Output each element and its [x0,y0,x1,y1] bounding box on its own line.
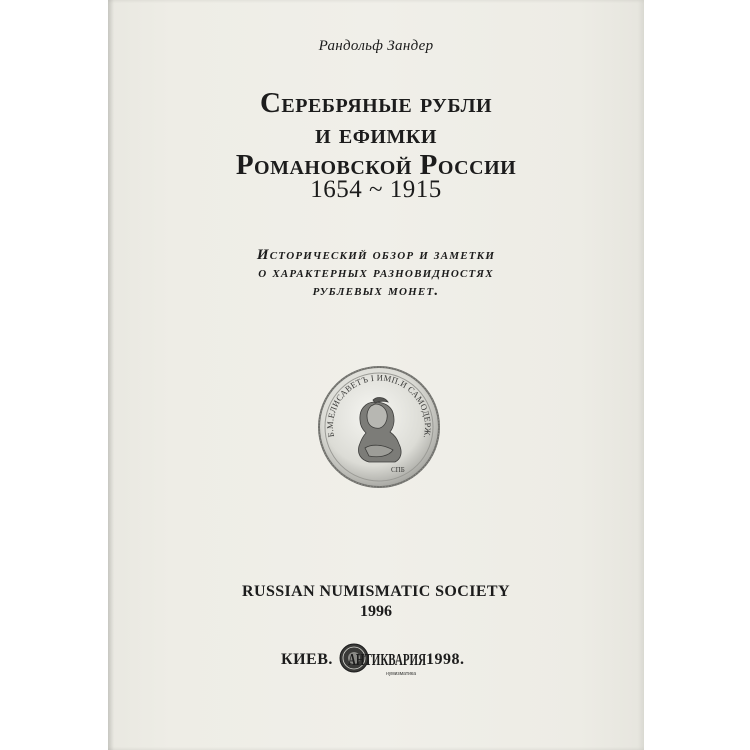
year-range: 1654 ~ 1915 [310,176,442,203]
book-title [108,88,644,181]
title-line-3: Романовской России [235,149,517,181]
logo-subtext: нумизматика [386,671,416,677]
subtitle-line-3: рублевых монет. [312,283,440,299]
subtitle-line-2: о характерных разновидностях [258,265,494,281]
title-line-2: и ефимки [315,118,437,150]
logo-text: АНТИКВАРИЯ [348,650,426,669]
publisher-logo [338,638,428,680]
coin-legend-path: Б.М.ЕЛИСАВЕТЪ I ИМП.И САМОДЕРЖ. [324,372,434,440]
society-year: 1996 [360,603,392,620]
coin-illustration [313,362,445,492]
imprint-year: 1998. [426,651,465,668]
author-name: Рандольф Зандер [318,38,434,54]
publisher-society: RUSSIAN NUMISMATIC SOCIETY [242,583,510,600]
book-subtitle [108,246,644,300]
coin-mint-mark: СПБ [391,466,405,474]
imprint-city: КИЕВ. [281,651,333,668]
title-line-1: Серебряные рубли [259,87,493,119]
subtitle-line-1: Исторический обзор и заметки [256,247,496,263]
